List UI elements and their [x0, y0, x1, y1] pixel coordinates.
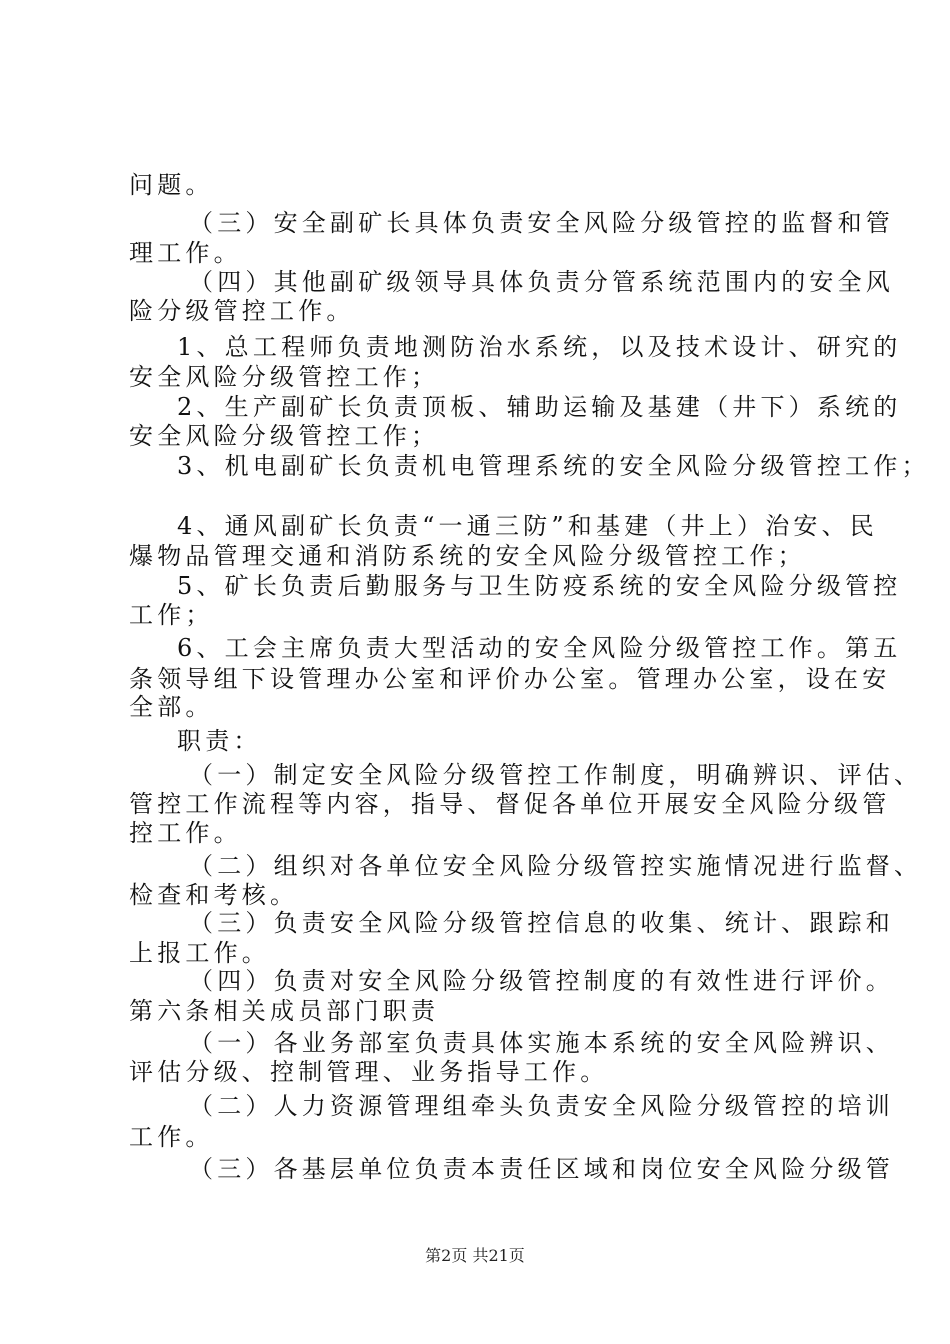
text-line: （二）组织对各单位安全风险分级管控实施情况进行监督、: [189, 852, 923, 880]
text-line: 全部。: [129, 693, 214, 721]
text-line: （四）其他副矿级领导具体负责分管系统范围内的安全风: [189, 268, 894, 296]
text-line: 条领导组下设管理办公室和评价办公室。管理办公室，设在安: [129, 665, 891, 693]
text-line: 爆物品管理交通和消防系统的安全风险分级管控工作；: [129, 542, 806, 570]
text-line: （三）各基层单位负责本责任区域和岗位安全风险分级管: [189, 1155, 894, 1183]
text-line: （四）负责对安全风险分级管控制度的有效性进行评价。: [189, 967, 894, 995]
text-line: 险分级管控工作。: [129, 297, 355, 325]
text-line: （三）安全副矿长具体负责安全风险分级管控的监督和管: [189, 209, 894, 237]
text-line: 问题。: [129, 171, 214, 199]
text-line: 上报工作。: [129, 939, 270, 967]
text-line: 理工作。: [129, 239, 242, 267]
text-line: 3、机电副矿长负责机电管理系统的安全风险分级管控工作；: [177, 452, 930, 480]
text-line: 1、总工程师负责地测防治水系统，以及技术设计、研究的: [177, 333, 902, 361]
text-line: 评估分级、控制管理、业务指导工作。: [129, 1058, 609, 1086]
text-line: 安全风险分级管控工作；: [129, 363, 440, 391]
text-line: 职责：: [177, 727, 262, 755]
text-line: 工作。: [129, 1123, 214, 1151]
text-line: 检查和考核。: [129, 881, 299, 909]
text-line: （一）各业务部室负责具体实施本系统的安全风险辨识、: [189, 1029, 894, 1057]
text-line: 6、工会主席负责大型活动的安全风险分级管控工作。第五: [177, 634, 902, 662]
text-line: 管控工作流程等内容，指导、督促各单位开展安全风险分级管: [129, 790, 891, 818]
text-line: 4、通风副矿长负责“一通三防”和基建（井上）治安、民: [177, 512, 879, 540]
text-line: （二）人力资源管理组牵头负责安全风险分级管控的培训: [189, 1092, 894, 1120]
text-line: 工作；: [129, 601, 214, 629]
text-line: （一）制定安全风险分级管控工作制度，明确辨识、评估、: [189, 761, 923, 789]
text-line: 5、矿长负责后勤服务与卫生防疫系统的安全风险分级管控: [177, 572, 902, 600]
text-line: 2、生产副矿长负责顶板、辅助运输及基建（井下）系统的: [177, 393, 902, 421]
text-line: （三）负责安全风险分级管控信息的收集、统计、跟踪和: [189, 909, 894, 937]
text-line: 控工作。: [129, 819, 242, 847]
text-line: 安全风险分级管控工作；: [129, 422, 440, 450]
page-number: 第2页 共21页: [425, 1246, 525, 1265]
text-line: 第六条相关成员部门职责: [129, 997, 440, 1025]
